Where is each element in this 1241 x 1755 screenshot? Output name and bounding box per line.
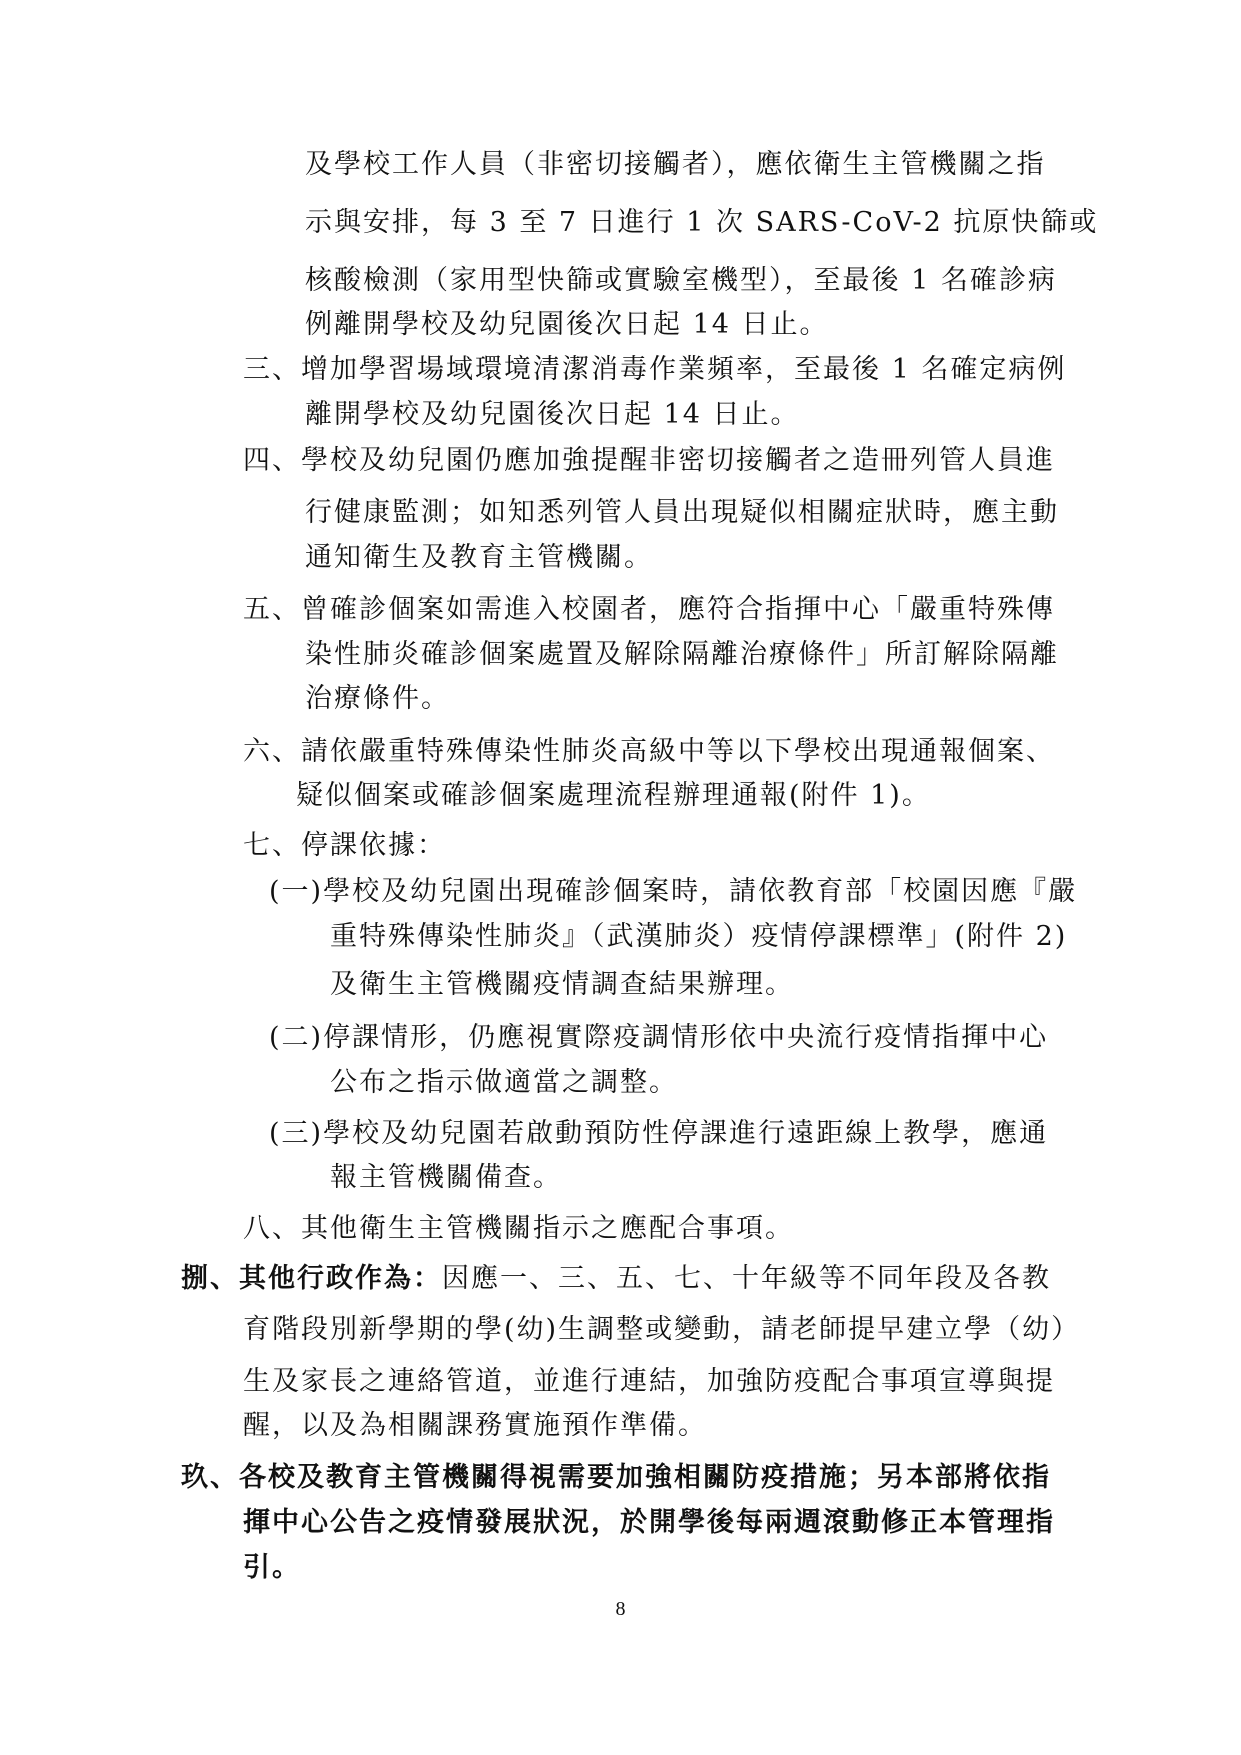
item-5-line-1: 五、曾確診個案如需進入校園者，應符合指揮中心「嚴重特殊傳 xyxy=(243,594,1055,625)
section-9-line-3: 引。 xyxy=(243,1552,301,1583)
item-7-sub-3-line-1: (三)學校及幼兒園若啟動預防性停課進行遠距線上教學，應通 xyxy=(269,1118,1049,1149)
continuation-line-2: 示與安排，每 3 至 7 日進行 1 次 SARS-CoV-2 抗原快篩或 xyxy=(305,207,1099,238)
continuation-line-3: 核酸檢測（家用型快篩或實驗室機型），至最後 1 名確診病 xyxy=(305,265,1057,296)
item-4-line-3: 通知衛生及教育主管機關。 xyxy=(305,542,653,573)
item-7-sub-1-line-1: (一)學校及幼兒園出現確診個案時，請依教育部「校園因應『嚴 xyxy=(269,876,1078,907)
item-8-line: 八、其他衛生主管機關指示之應配合事項。 xyxy=(243,1213,794,1244)
page-number: 8 xyxy=(615,1598,626,1620)
item-5-line-3: 治療條件。 xyxy=(305,683,450,714)
item-7-sub-1-line-2: 重特殊傳染性肺炎』（武漢肺炎）疫情停課標準」(附件 2) xyxy=(330,921,1068,952)
item-7-sub-2-line-2: 公布之指示做適當之調整。 xyxy=(330,1067,678,1098)
section-8-line-1 xyxy=(181,1259,1051,1299)
item-7-heading: 七、停課依據： xyxy=(243,830,446,861)
continuation-line-1: 及學校工作人員（非密切接觸者），應依衛生主管機關之指 xyxy=(305,149,1046,180)
section-8-line-1-text: 因應一、三、五、七、十年級等不同年段及各教 xyxy=(442,1263,1051,1294)
item-5-line-2: 染性肺炎確診個案處置及解除隔離治療條件」所訂解除隔離 xyxy=(305,639,1059,670)
item-3-line-2: 離開學校及幼兒園後次日起 14 日止。 xyxy=(305,399,800,430)
section-8-label: 捌、其他行政作為： xyxy=(181,1263,442,1294)
item-6-line-2: 疑似個案或確診個案處理流程辦理通報(附件 1)。 xyxy=(296,780,931,811)
section-8-line-4: 醒，以及為相關課務實施預作準備。 xyxy=(243,1410,707,1441)
item-3-line-1: 三、增加學習場域環境清潔消毒作業頻率，至最後 1 名確定病例 xyxy=(243,354,1067,385)
item-7-sub-2-line-1: (二)停課情形，仍應視實際疫調情形依中央流行疫情指揮中心 xyxy=(269,1022,1049,1053)
item-7-sub-1-line-3: 及衛生主管機關疫情調查結果辦理。 xyxy=(330,969,794,1000)
item-4-line-2: 行健康監測；如知悉列管人員出現疑似相關症狀時，應主動 xyxy=(305,497,1059,528)
section-9-line-2: 揮中心公告之疫情發展狀況，於開學後每兩週滾動修正本管理指 xyxy=(243,1507,1055,1538)
section-9-line-1: 玖、各校及教育主管機關得視需要加強相關防疫措施；另本部將依指 xyxy=(181,1462,1051,1493)
item-6-line-1: 六、請依嚴重特殊傳染性肺炎高級中等以下學校出現通報個案、 xyxy=(243,736,1055,767)
item-7-sub-3-line-2: 報主管機關備查。 xyxy=(330,1162,562,1193)
section-8-line-2: 育階段別新學期的學(幼)生調整或變動，請老師提早建立學（幼） xyxy=(243,1314,1081,1345)
continuation-line-4: 例離開學校及幼兒園後次日起 14 日止。 xyxy=(305,309,829,340)
section-8-line-3: 生及家長之連絡管道，並進行連結，加強防疫配合事項宣導與提 xyxy=(243,1366,1055,1397)
item-4-line-1: 四、學校及幼兒園仍應加強提醒非密切接觸者之造冊列管人員進 xyxy=(243,445,1055,476)
